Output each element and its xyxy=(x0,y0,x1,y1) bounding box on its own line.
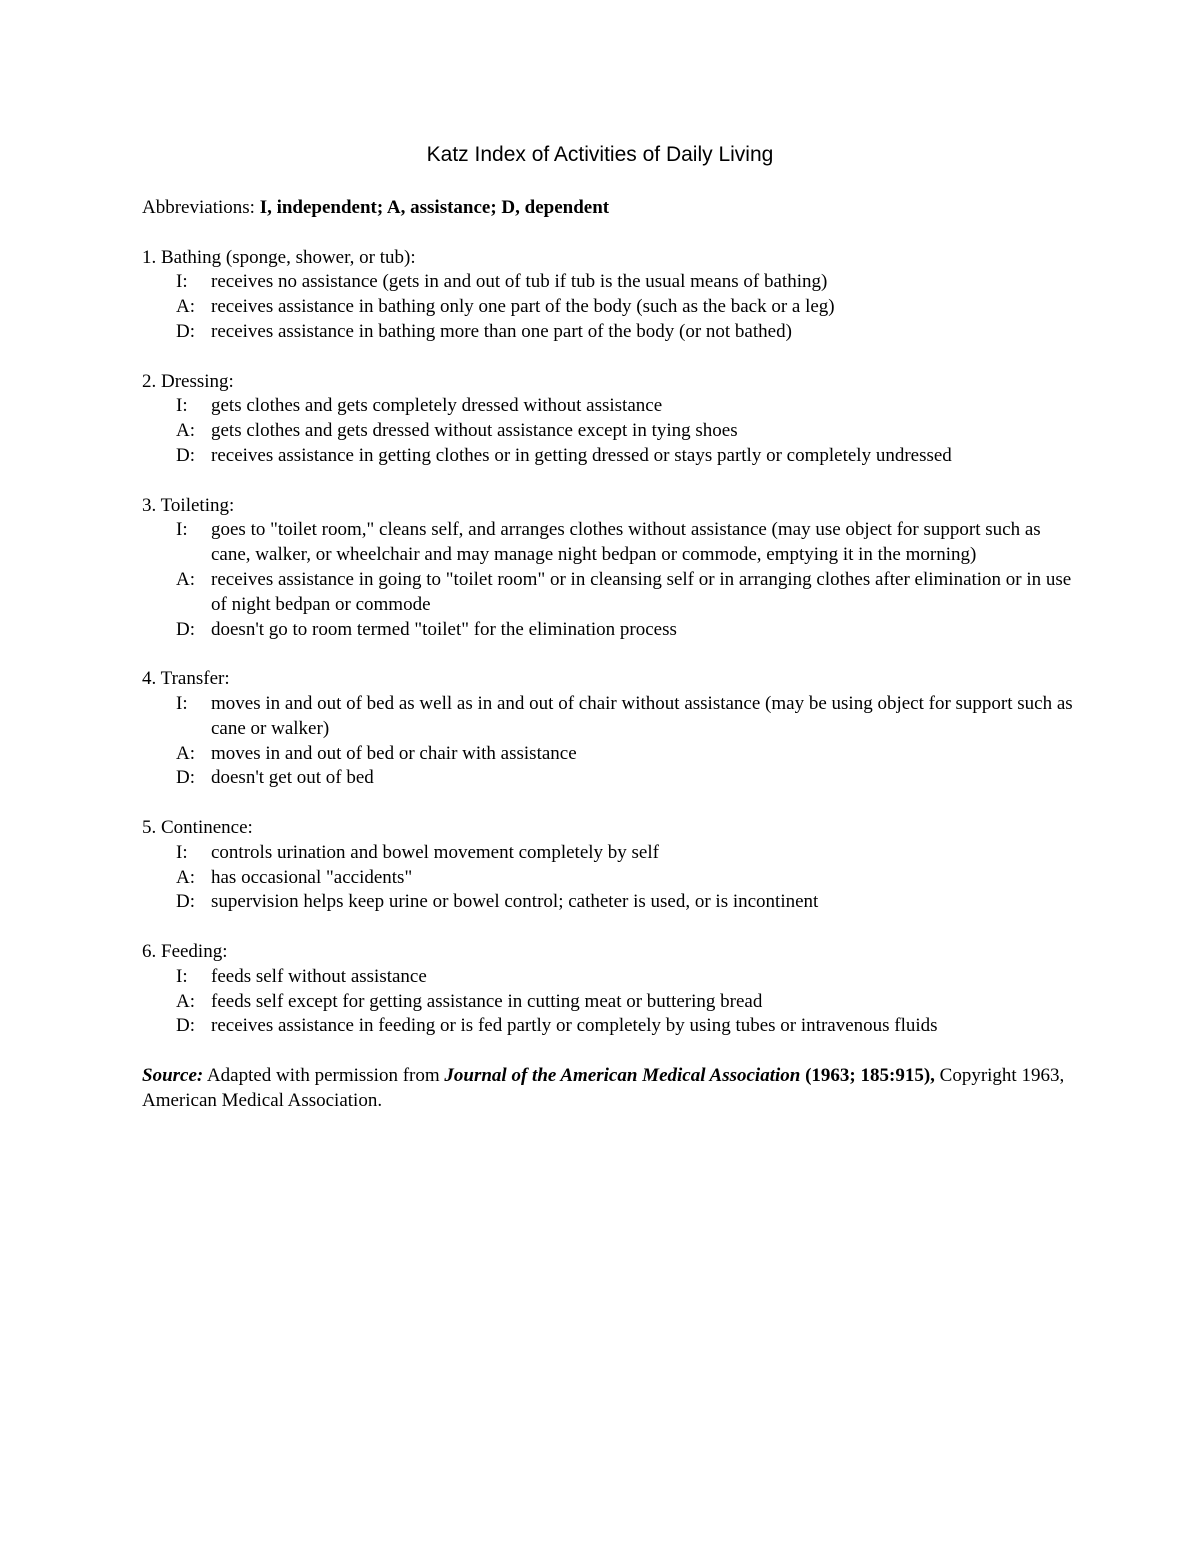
item-code: A: xyxy=(176,568,195,590)
source-journal: Journal of the American Medical Association xyxy=(444,1064,801,1086)
list-item xyxy=(142,295,1082,320)
document-title: Katz Index of Activities of Daily Living xyxy=(426,143,774,166)
section-feeding xyxy=(142,940,1082,1039)
item-code: I: xyxy=(176,519,188,541)
abbreviations-line xyxy=(142,196,1082,221)
item-text: gets clothes and gets dressed without assistance except in tying shoes xyxy=(211,420,738,442)
list-item xyxy=(142,990,1082,1015)
item-code: D: xyxy=(176,444,195,466)
item-code: D: xyxy=(176,1015,195,1037)
item-code: A: xyxy=(176,866,195,888)
list-item xyxy=(142,1014,1082,1039)
source-label: Source: xyxy=(142,1064,204,1086)
item-text: moves in and out of bed as well as in and out of chair without assistance (may be using object for support such as cane or walker) xyxy=(211,692,1073,739)
list-item xyxy=(142,618,1082,643)
item-code: A: xyxy=(176,742,195,764)
item-code: I: xyxy=(176,965,188,987)
abbreviations-value: I, independent; A, assistance; D, dependent xyxy=(259,197,610,218)
source-text: Adapted with permission from xyxy=(203,1064,445,1086)
item-code: I: xyxy=(176,271,188,293)
section-heading: 2. Dressing: xyxy=(142,370,234,392)
section-heading: 3. Toileting: xyxy=(142,494,235,516)
item-text: feeds self without assistance xyxy=(211,965,427,987)
item-text: receives no assistance (gets in and out of tub if tub is the usual means of bathing) xyxy=(211,271,828,293)
list-item xyxy=(142,320,1082,345)
list-item xyxy=(142,518,1082,568)
list-item xyxy=(142,270,1082,295)
source-note xyxy=(142,1064,1082,1114)
source-copyright: Copyright 1963, American Medical Association. xyxy=(142,1064,1065,1111)
list-item xyxy=(142,965,1082,990)
section-continence xyxy=(142,816,1082,915)
document-body xyxy=(142,196,1082,1113)
list-item xyxy=(142,444,1082,469)
list-item xyxy=(142,568,1082,618)
item-text: receives assistance in going to "toilet room" or in cleansing self or in arranging clothes after elimination or in use of night bedpan or commode xyxy=(211,568,1072,615)
item-code: D: xyxy=(176,618,195,640)
item-code: A: xyxy=(176,990,195,1012)
item-text: receives assistance in bathing only one part of the body (such as the back or a leg) xyxy=(211,296,835,318)
list-item xyxy=(142,866,1082,891)
item-text: controls urination and bowel movement completely by self xyxy=(211,841,659,863)
item-text: receives assistance in getting clothes or in getting dressed or stays partly or completely undressed xyxy=(211,444,952,466)
item-code: I: xyxy=(176,841,188,863)
section-dressing xyxy=(142,370,1082,469)
item-code: D: xyxy=(176,767,195,789)
item-text: has occasional "accidents" xyxy=(211,866,413,888)
abbreviations-label: Abbreviations: xyxy=(142,197,260,218)
item-text: moves in and out of bed or chair with assistance xyxy=(211,742,577,764)
item-code: D: xyxy=(176,891,195,913)
item-code: A: xyxy=(176,420,195,442)
list-item xyxy=(142,419,1082,444)
section-toileting xyxy=(142,494,1082,643)
item-text: doesn't get out of bed xyxy=(211,767,374,789)
list-item xyxy=(142,394,1082,419)
item-code: I: xyxy=(176,692,188,714)
section-heading: 1. Bathing (sponge, shower, or tub): xyxy=(142,246,416,268)
list-item xyxy=(142,742,1082,767)
list-item xyxy=(142,766,1082,791)
list-item xyxy=(142,692,1082,742)
item-code: I: xyxy=(176,395,188,417)
item-code: D: xyxy=(176,320,195,342)
item-text: feeds self except for getting assistance in cutting meat or buttering bread xyxy=(211,990,763,1012)
item-text: receives assistance in feeding or is fed partly or completely by using tubes or intravenous fluids xyxy=(211,1015,938,1037)
section-bathing xyxy=(142,246,1082,345)
item-code: A: xyxy=(176,296,195,318)
item-text: goes to "toilet room," cleans self, and arranges clothes without assistance (may use object for support such as cane, walker, or wheelchair and may manage night bedpan or commode, emptying it in the morning) xyxy=(211,519,1041,566)
item-text: receives assistance in bathing more than one part of the body (or not bathed) xyxy=(211,320,792,342)
list-item xyxy=(142,890,1082,915)
section-heading: 6. Feeding: xyxy=(142,940,228,962)
source-citation: (1963; 185:915), xyxy=(800,1064,935,1086)
section-transfer xyxy=(142,667,1082,791)
section-heading: 4. Transfer: xyxy=(142,668,230,690)
item-text: supervision helps keep urine or bowel control; catheter is used, or is incontinent xyxy=(211,891,819,913)
item-text: doesn't go to room termed "toilet" for the elimination process xyxy=(211,618,677,640)
list-item xyxy=(142,841,1082,866)
item-text: gets clothes and gets completely dressed without assistance xyxy=(211,395,663,417)
section-heading: 5. Continence: xyxy=(142,816,253,838)
